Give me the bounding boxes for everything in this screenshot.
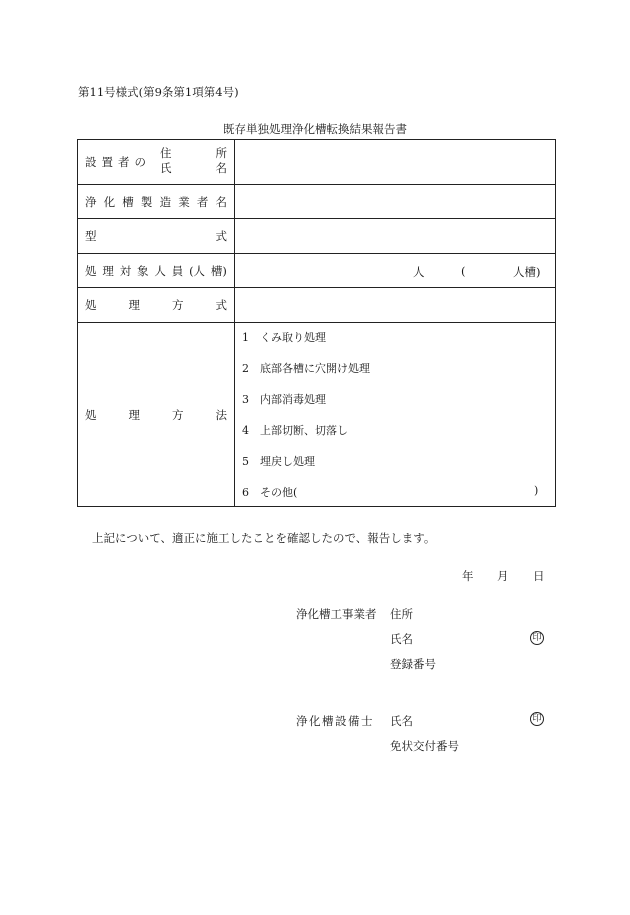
treatment-method-row — [78, 323, 555, 506]
capacity-row — [78, 254, 555, 288]
capacity-unit-person: 人 — [413, 264, 425, 279]
other-paren-close: ) — [534, 484, 539, 497]
treatment-type-label: 処 理 方 式 — [85, 298, 227, 312]
capacity-label: 処 理 対 象 人 員 (人 槽) — [85, 263, 227, 278]
installer-label: 設置者の — [85, 155, 151, 169]
date-year: 年 — [462, 569, 474, 583]
method-option-1[interactable]: 1 くみ取り処理 — [242, 331, 326, 344]
date-month: 月 — [497, 569, 509, 583]
body-text: 上記について、適正に施工したことを確認したので、報告します。 — [92, 531, 436, 545]
capacity-paren-open: ( — [461, 263, 466, 278]
manufacturer-label: 浄 化 槽 製 造 業 者 名 — [85, 194, 227, 209]
capacity-unit-tank: 人槽) — [513, 264, 541, 279]
document-title: 既存単独処理浄化槽転換結果報告書 — [223, 122, 407, 136]
engineer-license-no-label: 免状交付番号 — [390, 739, 459, 753]
form-number: 第11号様式(第9条第1項第4号) — [78, 85, 239, 99]
installer-address-label: 住 所 — [160, 146, 227, 160]
engineer-label: 浄化槽設備士 — [296, 714, 374, 728]
contractor-reg-no-label: 登録番号 — [390, 657, 436, 671]
contractor-label: 浄化槽工事業者 — [296, 607, 377, 621]
method-option-5[interactable]: 5 埋戻し処理 — [242, 455, 315, 468]
manufacturer-value[interactable] — [235, 185, 555, 218]
method-option-2[interactable]: 2 底部各槽に穴開け処理 — [242, 362, 370, 375]
model-row — [78, 219, 555, 254]
contractor-name-label: 氏名 — [390, 632, 413, 646]
treatment-type-value[interactable] — [235, 288, 555, 322]
treatment-type-row — [78, 288, 555, 323]
contractor-seal-icon: 印 — [530, 631, 544, 645]
method-option-6[interactable]: 6 その他( — [242, 486, 298, 499]
treatment-method-label: 処 理 方 法 — [85, 407, 227, 422]
model-value[interactable] — [235, 219, 555, 253]
model-label: 型 式 — [85, 229, 227, 243]
treatment-method-options — [235, 323, 555, 506]
capacity-value[interactable] — [235, 254, 555, 287]
report-table — [77, 139, 556, 507]
manufacturer-row — [78, 185, 555, 219]
date-day: 日 — [533, 569, 545, 583]
engineer-seal-icon: 印 — [530, 712, 544, 726]
engineer-name-label: 氏名 — [390, 714, 413, 728]
installer-row — [78, 140, 555, 185]
method-option-4[interactable]: 4 上部切断、切落し — [242, 424, 348, 437]
installer-name-label: 氏 名 — [160, 161, 227, 175]
method-option-3[interactable]: 3 内部消毒処理 — [242, 393, 326, 406]
contractor-address-label: 住所 — [390, 607, 413, 621]
installer-value[interactable] — [235, 140, 555, 184]
